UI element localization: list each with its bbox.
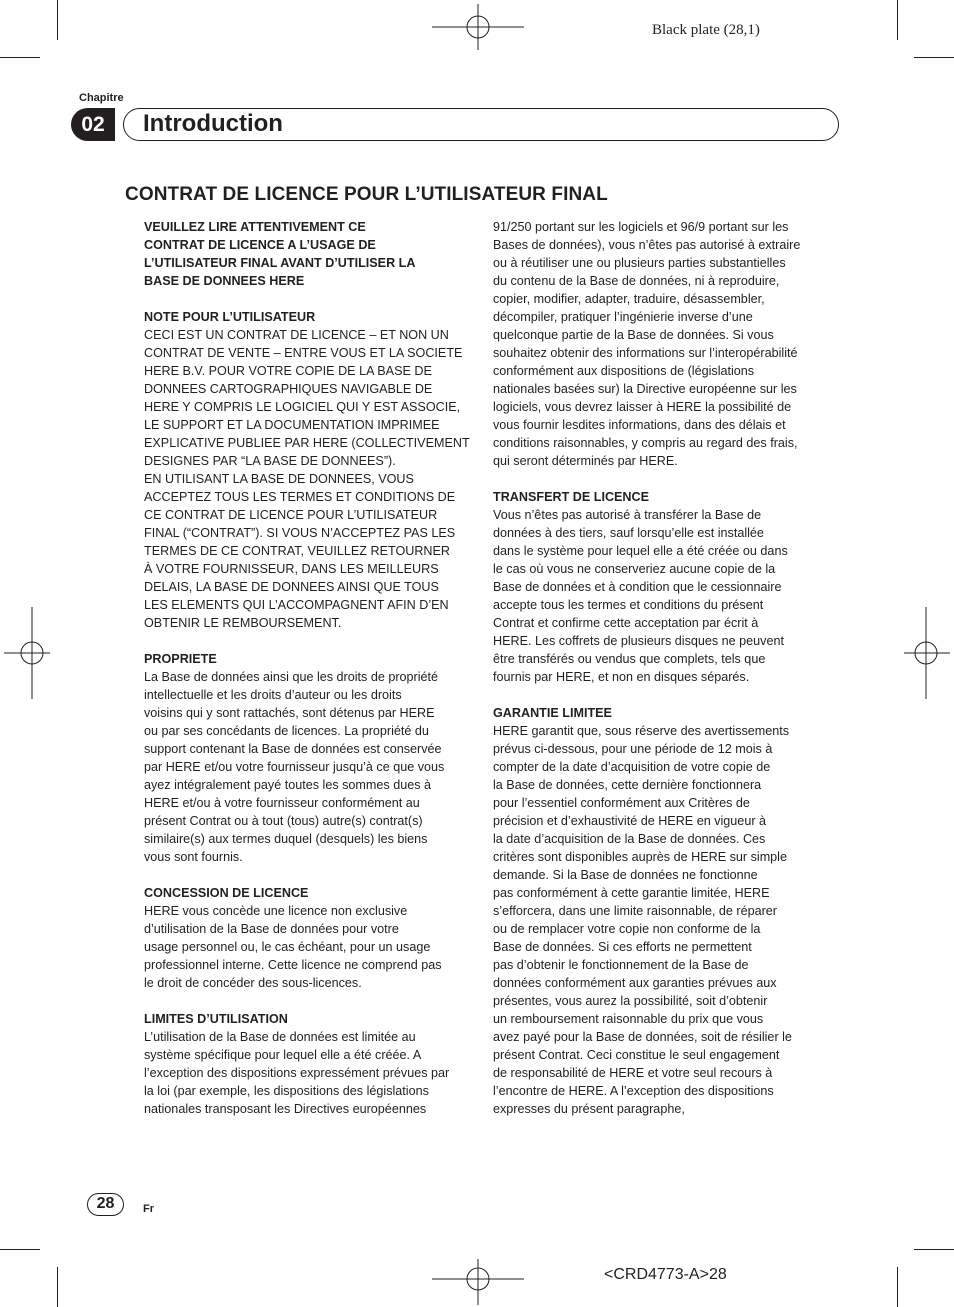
section-body-transfert: Vous n’êtes pas autorisé à transférer la Base de données à des tiers, sauf lorsqu’elle est installée dans le système pour lequel elle a été créée ou dans le cas où vous ne conserveriez aucune copie de la Base de données et à condition que le cessionnaire accepte tous les termes et conditions du présent Contrat et confirme cette acceptation par écrit à HERE. Les coffrets de plusieurs disques ne peuvent être transférés ou vendus que complets, tels que fournis par HERE, et non en disques séparés. [493,508,788,684]
section-body-limites: L’utilisation de la Base de données est limitée au système spécifique pour lequel elle a été créée. A l’exception des dispositions expressément prévues par la loi (par exemple, les dispositions des législations nationales transposant les Directives européennes [144,1030,450,1116]
right-column [493,218,823,1118]
section-heading-limites: LIMITES D’UTILISATION [144,1012,288,1026]
registration-mark-right [904,607,950,699]
section-heading-propriete: PROPRIETE [144,652,217,666]
registration-mark-top [432,4,524,50]
chapter-label: Chapitre [79,92,124,104]
page-title: CONTRAT DE LICENCE POUR L’UTILISATEUR FINAL [125,184,608,205]
registration-mark-bottom [432,1259,524,1305]
page-number: 28 [87,1193,124,1216]
section-heading-garantie: GARANTIE LIMITEE [493,706,612,720]
plate-label: Black plate (28,1) [652,22,760,38]
chapter-number: 02 [71,108,115,141]
section-body-propriete: La Base de données ainsi que les droits de propriété intellectuelle et les droits d’auteur ou les droits voisins qui y sont rattachés, sont détenus par HERE ou par ses concédants de licences. La propriété du support contenant la Base de données est conservée par HERE et/ou votre fournisseur jusqu’à ce que vous ayez intégralement payé toutes les sommes dues à HERE et/ou à votre fournisseur conformément au présent Contrat ou à tout (tous) autre(s) contrat(s) similaire(s) aux termes duquel (desquels) les biens vous sont fournis. [144,670,445,864]
section-body-note: CECI EST UN CONTRAT DE LICENCE – ET NON UN CONTRAT DE VENTE – ENTRE VOUS ET LA SOCIETE HERE B.V. POUR VOTRE COPIE DE LA BASE DE DONNEES CARTOGRAPHIQUES NAVIGABLE DE HERE Y COMPRIS LE LOGICIEL QUI Y EST ASSOCIE, LE SUPPORT ET LA DOCUMENTATION IMPRIMEE EXPLICATIVE PUBLIEE PAR HERE (COLLECTIVEMENT DESIGNES PAR “LA BASE DE DONNEES”). EN UTILISANT LA BASE DE DONNEES, VOUS ACCEPTEZ TOUS LES TERMES ET CONDITIONS DE CE CONTRAT DE LICENCE POUR L’UTILISATEUR FINAL (“CONTRAT”). SI VOUS N’ACCEPTEZ PAS LES TERMES DE CE CONTRAT, VEUILLEZ RETOURNER À VOTRE FOURNISSEUR, DANS LES MEILLEURS DELAIS, LA BASE DE DONNEES AINSI QUE TOUS LES ELEMENTS QUI L’ACCOMPAGNENT AFIN D’EN OBTENIR LE REMBOURSEMENT. [144,328,470,630]
section-body-concession: HERE vous concède une licence non exclusive d’utilisation de la Base de données pour votre usage personnel ou, le cas échéant, pour un usage professionnel interne. Cette licence ne comprend pas le droit de concéder des sous-licences. [144,904,442,990]
section-heading-note: NOTE POUR L’UTILISATEUR [144,310,316,324]
left-column [144,218,474,1118]
section-heading-transfert: TRANSFERT DE LICENCE [493,490,650,504]
continuation-text: 91/250 portant sur les logiciels et 96/9 portant sur les Bases de données), vous n’êtes pas autorisé à extraire ou à réutiliser une ou plusieurs parties substantielles du contenu de la Base de données, ni à reproduire, copier, modifier, adapter, traduire, désassembler, décompiler, pratiquer l’ingénierie inverse d’une quelconque partie de la Base de données. Si vous souhaitez obtenir des informations sur l’interopérabilité conformément aux dispositions de (législations nationales basées sur) la Directive européenne sur les logiciels, vous devrez laisser à HERE la possibilité de vous fournir lesdites informations, dans des délais et conditions raisonnables, y compris au regard des frais, qui seront déterminés par HERE. [493,220,801,468]
intro-warning: VEUILLEZ LIRE ATTENTIVEMENT CE CONTRAT DE LICENCE A L’USAGE DE L’UTILISATEUR FINAL AVANT D’UTILISER LA BASE DE DONNEES HERE [144,220,416,288]
section-body-garantie: HERE garantit que, sous réserve des avertissements prévus ci-dessous, pour une période de 12 mois à compter de la date d’acquisition de votre copie de la Base de données, cette dernière fonctionnera pour l’essentiel conformément aux Critères de précision et d’exhaustivité de HERE en vigueur à la date d’acquisition de la Base de données. Ces critères sont disponibles auprès de HERE sur simple demande. Si la Base de données ne fonctionne pas conformément à cette garantie limitée, HERE s’efforcera, dans une limite raisonnable, de réparer ou de remplacer votre copie non conforme de la Base de données. Si ces efforts ne permettent pas d’obtenir le fonctionnement de la Base de données conformément aux garanties prévues aux présentes, vous aurez la possibilité, soit d’obtenir un remboursement raisonnable du prix que vous avez payé pour la Base de données, soit de résilier le présent Contrat. Ceci constitue le seul engagement de responsabilité de HERE et votre seul recours à l’encontre de HERE. A l’exception des dispositions expresses du présent paragraphe, [493,724,792,1116]
language-label: Fr [143,1203,154,1215]
registration-mark-left [4,607,50,699]
section-heading-concession: CONCESSION DE LICENCE [144,886,309,900]
chapter-title: Introduction [143,110,283,137]
document-code: <CRD4773-A>28 [604,1266,727,1283]
